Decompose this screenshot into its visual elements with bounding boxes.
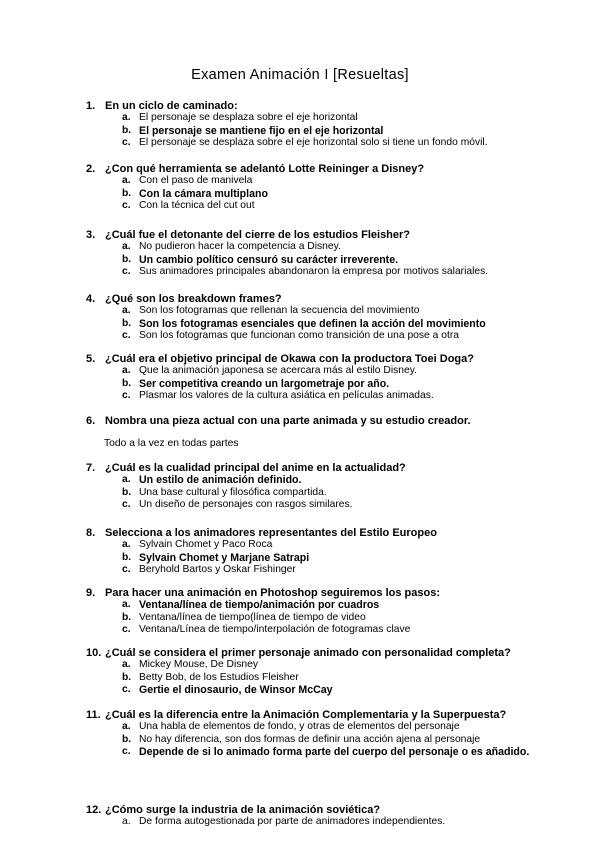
question-text: ¿Con qué herramienta se adelantó Lotte Reininger a Disney? [105,163,425,175]
answer-option [122,672,546,685]
question-text: ¿Cuál es la diferencia entre la Animación Complementaria y la Superpuesta? [105,709,507,721]
option-letter: c. [122,266,131,277]
option-text: Sylvain Chomet y Paco Roca [139,539,273,550]
option-letter: b. [122,377,132,389]
option-text: Que la animación japonesa se acercara más al estilo Disney. [139,365,417,376]
option-letter: b. [122,124,132,136]
option-letter: c. [122,390,131,401]
question-text: ¿Cuál era el objetivo principal de Okawa con la productora Toei Doga? [105,353,474,365]
option-letter: b. [122,253,132,265]
question-number: 10. [86,647,102,659]
question-line [86,587,546,599]
question-number: 6. [86,415,96,427]
option-letter: a. [122,659,131,670]
option-letter: b. [122,187,132,199]
question-3 [86,229,546,279]
answer-option [122,112,546,125]
option-text: Son los fotogramas que funcionan como transición de una pose a otra [139,330,459,341]
question-9 [86,587,546,637]
question-text: Nombra una pieza actual con una parte animada y su estudio creador. [105,415,471,427]
option-letter: b. [122,733,132,745]
question-number: 12. [86,804,102,816]
option-text: De forma autogestionada por parte de animadores independientes. [139,816,446,827]
option-letter: a. [122,365,131,376]
answer-option [122,624,546,637]
option-text: Con la cámara multiplano [139,187,268,200]
answer-option [122,241,546,254]
option-letter: a. [122,241,131,252]
answer-option [122,137,546,150]
option-text: Una base cultural y filosófica compartida. [139,486,327,498]
question-line [86,709,546,721]
question-number: 5. [86,353,96,365]
question-text: En un ciclo de caminado: [105,100,238,112]
question-line [86,353,546,365]
option-letter: b. [122,317,132,329]
question-10 [86,647,546,697]
correct-option [122,474,546,487]
question-line [86,415,546,427]
option-letter: a. [122,539,131,550]
question-number: 3. [86,229,96,241]
option-text: Una habla de elementos de fondo, y otras de elementos del personaje [139,721,460,732]
option-letter: c. [122,746,131,757]
correct-option [122,746,546,759]
question-line [86,462,546,474]
option-text: Sus animadores principales abandonaron la empresa por motivos salariales. [139,266,489,277]
option-text: Plasmar los valores de la cultura asiática en películas animadas. [139,390,434,401]
question-text: ¿Cuál es la cualidad principal del anime en la actualidad? [105,462,406,474]
question-number: 1. [86,100,96,112]
option-letter: a. [122,175,131,186]
correct-option [122,552,546,565]
question-line [86,100,546,112]
question-text: Selecciona a los animadores representantes del Estilo Europeo [105,527,437,539]
answer-option [122,721,546,734]
option-text: Ventana/Línea de tiempo/interpolación de fotogramas clave [139,624,411,635]
option-text: Ventana/línea de tiempo(línea de tiempo de video [139,611,366,623]
question-line [86,527,546,539]
question-8 [86,527,546,577]
correct-option [122,188,546,201]
question-number: 2. [86,163,96,175]
answer-option [122,200,546,213]
option-text: Ventana/línea de tiempo/animación por cuadros [139,599,380,611]
question-number: 4. [86,293,96,305]
option-letter: c. [122,200,131,211]
question-line [86,293,546,305]
option-text: Mickey Mouse, De Disney [139,659,259,670]
option-letter: a. [122,112,131,123]
correct-option [122,254,546,267]
question-2 [86,163,546,213]
option-text: Beryhold Bartos y Oskar Fishinger [139,564,296,575]
question-text: ¿Qué son los breakdown frames? [105,293,282,305]
question-1 [86,100,546,150]
question-5 [86,353,546,403]
option-text: Gertie el dinosaurio, de Winsor McCay [139,684,333,696]
correct-option [122,318,546,331]
answer-option [122,564,546,577]
option-letter: a. [122,599,131,610]
answer-option [122,305,546,318]
answer-option [122,365,546,378]
question-line [86,163,546,175]
option-letter: c. [122,330,131,341]
option-text: Son los fotogramas que rellenan la secuencia del movimiento [139,305,420,316]
option-letter: c. [122,137,131,148]
question-text: ¿Cuál fue el detonante del cierre de los estudios Fleisher? [105,229,411,241]
answer-option [122,487,546,500]
option-text: Un cambio político censuró su carácter irreverente. [139,253,399,266]
option-letter: c. [122,684,131,695]
written-answer: Todo a la vez en todas partes [104,438,239,449]
option-letter: b. [122,486,132,498]
option-text: No hay diferencia, son dos formas de definir una acción ajena al personaje [139,733,481,745]
question-11 [86,709,546,759]
question-number: 8. [86,527,96,539]
option-letter: a. [122,721,131,732]
question-text: ¿Cuál se considera el primer personaje animado con personalidad completa? [105,647,511,659]
option-text: Con la técnica del cut out [139,200,255,211]
correct-option [122,684,546,697]
question-number: 7. [86,462,96,474]
answer-option [122,734,546,747]
option-letter: c. [122,564,131,575]
option-text: Sylvain Chomet y Marjane Satrapi [139,551,310,564]
option-text: El personaje se desplaza sobre el eje horizontal solo si tiene un fondo móvil. [139,137,488,148]
option-letter: a. [122,816,131,827]
question-6 [86,415,546,427]
question-text: ¿Cómo surge la industria de la animación soviética? [105,804,381,816]
option-text: Depende de si lo animado forma parte del cuerpo del personaje o es añadido. [139,746,530,758]
option-letter: b. [122,611,132,623]
option-text: Un estilo de animación definido. [139,474,302,486]
correct-option [122,378,546,391]
option-text: El personaje se mantiene fijo en el eje horizontal [139,124,384,137]
question-7 [86,462,546,512]
option-letter: a. [122,474,131,485]
answer-option [122,330,546,343]
option-text: Con el paso de manivela [139,175,253,186]
option-letter: c. [122,499,131,510]
option-text: Un diseño de personajes con rasgos similares. [139,499,353,510]
option-letter: b. [122,551,132,563]
answer-option [122,175,546,188]
correct-option [122,125,546,138]
option-text: Ser competitiva creando un largometraje por año. [139,377,390,390]
option-text: El personaje se desplaza sobre el eje horizontal [139,112,358,123]
page-title: Examen Animación I [Resueltas] [191,67,409,83]
answer-option [122,612,546,625]
question-line [86,229,546,241]
option-text: No pudieron hacer la competencia a Disney. [139,241,341,252]
correct-option [122,599,546,612]
option-text: Betty Bob, de los Estudios Fleisher [139,671,299,683]
option-letter: b. [122,671,132,683]
answer-option [122,266,546,279]
answer-option [122,390,546,403]
option-letter: c. [122,624,131,635]
answer-option [122,659,546,672]
question-4 [86,293,546,343]
question-number: 9. [86,587,96,599]
question-number: 11. [86,709,101,721]
option-letter: a. [122,305,131,316]
question-line [86,804,546,816]
question-line [86,647,546,659]
option-text: Son los fotogramas esenciales que definen la acción del movimiento [139,317,486,330]
answer-option [122,816,546,829]
question-text: Para hacer una animación en Photoshop seguiremos los pasos: [105,587,440,599]
answer-option [122,539,546,552]
question-12 [86,804,546,829]
answer-option [122,499,546,512]
